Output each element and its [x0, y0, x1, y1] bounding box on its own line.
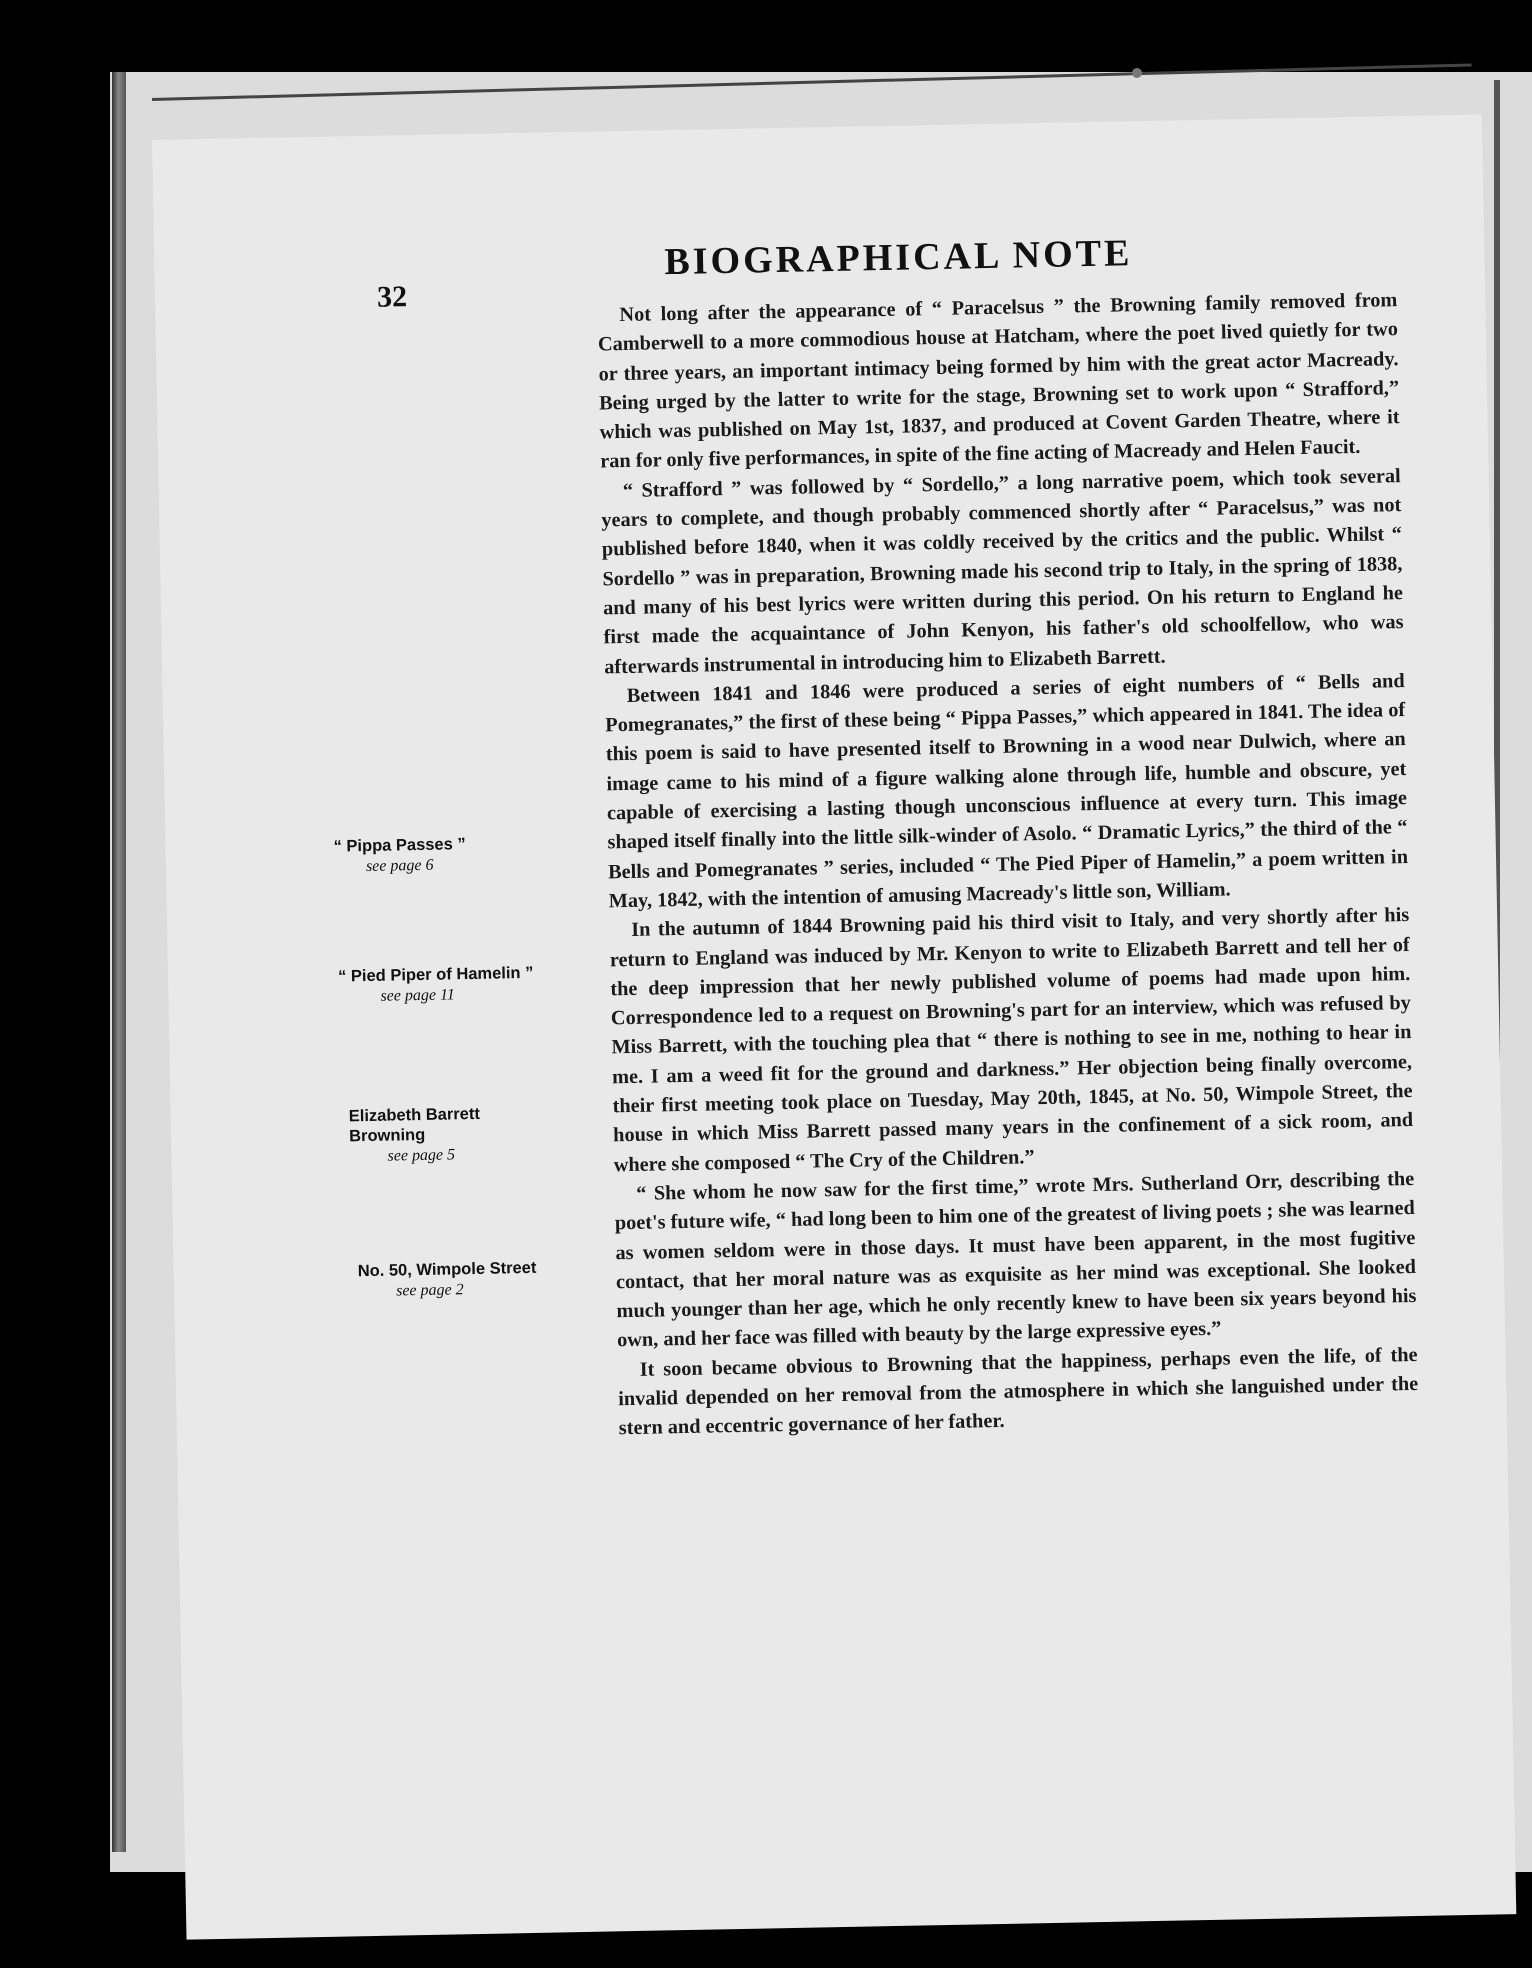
sidenote-page-ref: see page 5 [387, 1146, 456, 1165]
paragraph: Not long after the appearance of “ Paracelsus ” the Browning family removed from Camberwell to a more commodious house at Hatcham, where the poet lived quietly for two or three years, an important intimacy being formed by him with the great actor Macready. Being urged by the latter to write for the stage, Browning set to work upon “ Strafford,” which was published on May 1st, 1837, and produced at Covent Garden Theatre, where it ran for only five performances, in spite of the fine acting of Macready and Helen Faucit. [597, 289, 1400, 473]
sidenote-label: “ Pippa Passes ” [333, 835, 466, 856]
paragraph: It soon became obvious to Browning that the happiness, perhaps even the life, of the invalid depended on her removal from the atmosphere in which she languished under the stern and eccentric governance of her father. [618, 1343, 1419, 1440]
sidenote-label: “ Pied Piper of Hamelin ” [337, 963, 534, 986]
sidenote-page-ref: see page 11 [380, 986, 455, 1005]
sidenote-wimpole-street [358, 1257, 559, 1303]
page-title: BIOGRAPHICAL NOTE [664, 232, 1133, 284]
sidenote-page-ref: see page 6 [365, 856, 434, 876]
book-spine [112, 72, 126, 1852]
body-text [597, 286, 1419, 1444]
paragraph: In the autumn of 1844 Browning paid his third visit to Italy, and very shortly after his return to England was induced by Mr. Kenyon to write to Elizabeth Barrett and tell her of the deep impression that her newly published volume of poems had made upon him. Correspondence led to a request on Browning's part for an interview, which was refused by Miss Barrett, with the touching plea that “ there is nothing to see in me, nothing to hear in me. I am a weed fit for the ground and darkness.” Her objection being finally overcome, their first meeting took place on Tuesday, May 20th, 1845, at No. 50, Wimpole Street, the house in which Miss Barrett passed many years in the confinement of a sick room, and where she composed “ The Cry of the Children.” [609, 904, 1414, 1176]
sidenote-page-ref: see page 2 [395, 1281, 464, 1300]
page-number: 32 [376, 280, 408, 314]
sidenote-label: Elizabeth Barrett Browning [348, 1104, 481, 1146]
paragraph: Between 1841 and 1846 were produced a series of eight numbers of “ Bells and Pomegranates,” the first of these being “ Pippa Passes,” which appeared in 1841. The idea of this poem is said to have presented itself to Browning in a wood near Dulwich, where an image came to his mind of a figure walking alone through life, humble and obscure, yet capable of exercising a lasting though unconscious influence at every turn. This image shaped itself finally into the little silk-winder of Asolo. “ Dramatic Lyrics,” the third of the “ Bells and Pomegranates ” series, included “ The Pied Piper of Hamelin,” a poem written in May, 1842, with the intention of amusing Macready's little son, William. [605, 669, 1409, 913]
book-page [152, 114, 1516, 1939]
sidenote-elizabeth-barrett-browning [349, 1103, 550, 1169]
paragraph: “ She whom he now saw for the first time,” wrote Mrs. Sutherland Orr, describing the poet's future wife, “ had long been to him one of the greatest of living poets ; she was learned as women seldom were in those days. It must have been apparent, in the most fugitive contact, that her moral nature was as exquisite as her mind was exceptional. She looked much younger than her age, which he only recently knew to have been six years beyond his own, and her face was filled with beauty by the large expressive eyes.” [614, 1167, 1417, 1352]
paragraph: “ Strafford ” was followed by “ Sordello,” a long narrative poem, which took several years to complete, and though probably commenced shortly after “ Paracelsus,” was not published before 1840, when it was coldly received by the critics and the public. Whilst “ Sordello ” was in preparation, Browning made his second trip to Italy, in the spring of 1838, and many of his best lyrics were written during this period. On his return to England he first made the acquaintance of John Kenyon, his father's old schoolfellow, who was afterwards instrumental in introducing him to Elizabeth Barrett. [601, 464, 1404, 678]
sidenote-pippa-passes [333, 833, 534, 879]
paper-speck [1132, 68, 1142, 78]
sidenote-pied-piper [338, 963, 539, 1009]
sidenote-label: No. 50, Wimpole Street [357, 1258, 537, 1281]
